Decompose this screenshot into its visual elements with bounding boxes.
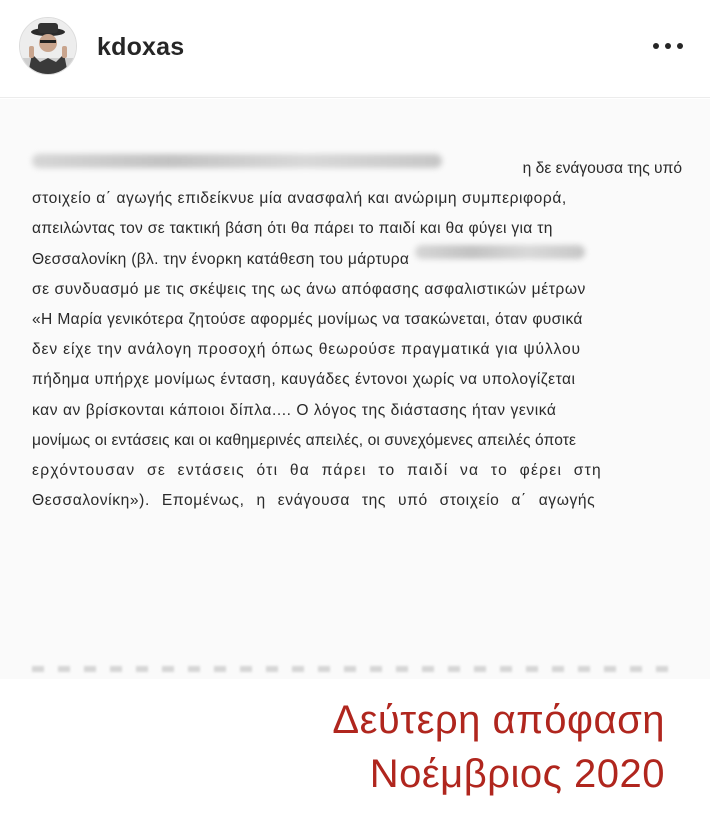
doc-line <box>32 305 682 335</box>
doc-line <box>32 456 682 486</box>
doc-line-text: απειλώντας τον σε τακτική βάση ότι θα πάρει το παιδί και θα φύγει για τη <box>32 220 553 238</box>
doc-line-text: ερχόντουσαν σε εντάσεις ότι θα πάρει το παιδί να το φέρει στη <box>32 461 602 479</box>
doc-line <box>32 275 682 305</box>
doc-line-text: Θεσσαλονίκη»). Επομένως, η ενάγουσα της υπό στοιχείο α΄ αγωγής <box>32 492 596 510</box>
doc-line <box>32 154 682 184</box>
caption-line-2: Νοέμβριος 2020 <box>369 752 665 796</box>
doc-line-text: σε συνδυασμό με τις σκέψεις της ως άνω απόφασης ασφαλιστικών μέτρων <box>32 280 586 298</box>
more-horizontal-icon[interactable] <box>650 40 686 52</box>
doc-line <box>32 214 682 244</box>
doc-line <box>32 396 682 426</box>
document-text <box>32 154 682 516</box>
doc-line-text: «Η Μαρία γενικότερα ζητούσε αφορμές μονίμως να τσακώνεται, όταν φυσικά <box>32 310 583 328</box>
doc-line <box>32 245 682 275</box>
doc-line-text: μονίμως οι εντάσεις και οι καθημερινές απειλές, οι συνεχόμενες απειλές όποτε <box>32 431 577 449</box>
caption-line-1: Δεύτερη απόφαση <box>332 698 665 742</box>
cut-off-text-line <box>32 666 672 672</box>
profile-photo-icon <box>20 18 76 74</box>
doc-line <box>32 426 682 456</box>
doc-line <box>32 184 682 214</box>
doc-line <box>32 486 682 516</box>
redacted-text <box>32 154 442 168</box>
doc-line <box>32 335 682 365</box>
redacted-text <box>415 245 585 259</box>
doc-line-text: Θεσσαλονίκη (βλ. την ένορκη κατάθεση του μάρτυρα <box>32 250 410 268</box>
avatar[interactable] <box>19 17 77 75</box>
doc-line-text: η δε ενάγουσα της υπό <box>522 160 682 177</box>
username[interactable]: kdoxas <box>97 33 185 61</box>
post-header <box>0 0 710 98</box>
doc-line-text: καν αν βρίσκονται κάποιοι δίπλα.... Ο λόγος της διάστασης ήταν γενικά <box>32 401 557 419</box>
doc-line-text: στοιχείο α΄ αγωγής επιδείκνυε μία ανασφαλή και ανώριμη συμπεριφορά, <box>32 190 567 208</box>
doc-line-text: δεν είχε την ανάλογη προσοχή όπως θεωρούσε πραγματικά για ψύλλου <box>32 341 581 359</box>
doc-line-text: πήδημα υπήρχε μονίμως ένταση, καυγάδες έντονοι χωρίς να υπολογίζεται <box>32 371 576 389</box>
doc-line <box>32 365 682 395</box>
